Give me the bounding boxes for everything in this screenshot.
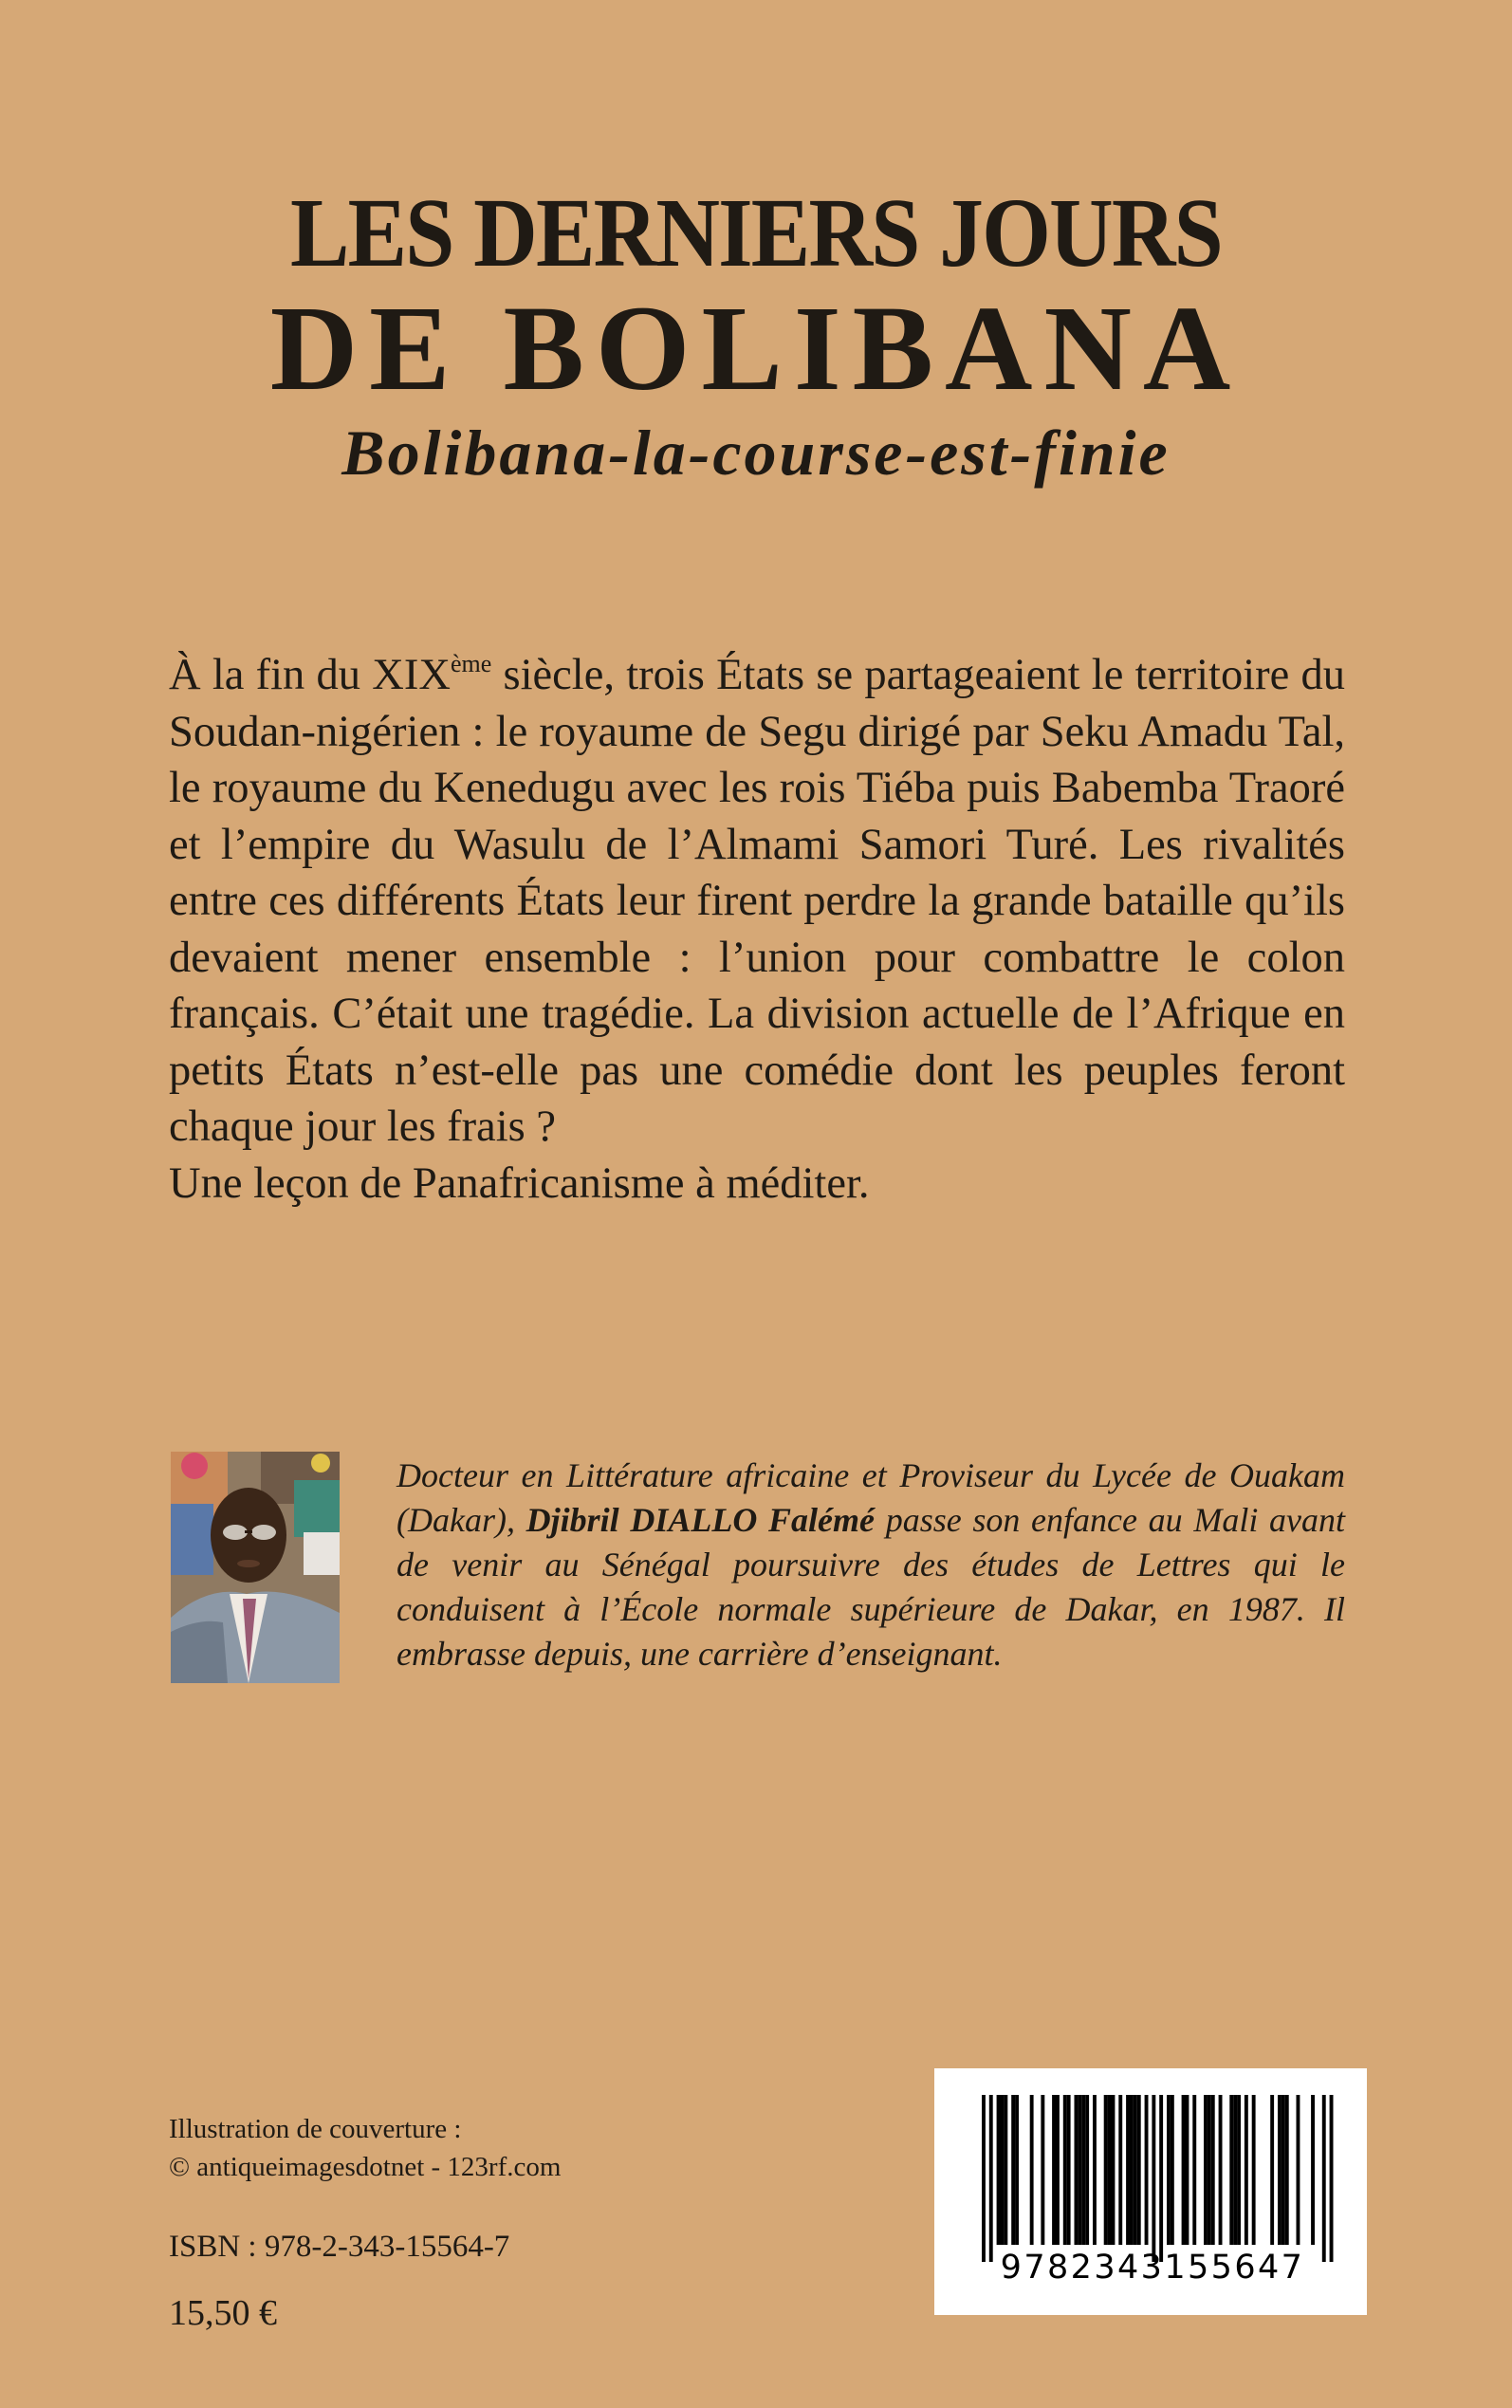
barcode-bar-21 [1118,2095,1122,2245]
barcode-bar-34 [1204,2095,1208,2245]
barcode-digits: 9782343155647 [1000,2249,1305,2287]
barcode-bar-29 [1167,2095,1171,2245]
barcode-bar-37 [1219,2095,1223,2245]
credits-source: © antiqueimagesdotnet - 123rf.com [169,2152,562,2182]
blurb-paragraph [169,647,1345,1156]
barcode-bar-24 [1134,2095,1137,2245]
barcode-bar-19 [1108,2095,1112,2245]
barcode-bar-9 [1052,2095,1056,2245]
author-photo [171,1452,340,1683]
barcode-bar-26 [1145,2095,1149,2245]
book-title-line-2: DE BOLIBANA [269,281,1243,416]
barcode-bar-16 [1085,2095,1089,2245]
barcode-bar-12 [1067,2095,1071,2245]
barcode-bar-43 [1270,2095,1274,2245]
author-bio [396,1454,1345,1676]
barcode-bar-39 [1233,2095,1237,2245]
barcode-bar-36 [1211,2095,1215,2245]
barcode-bar-44 [1278,2095,1282,2245]
barcode-bar-4 [1004,2095,1007,2245]
barcode-bar-50 [1330,2095,1334,2262]
barcode-bar-28 [1159,2095,1163,2262]
barcode-bar-31 [1182,2095,1186,2245]
price-text: 15,50 € [169,2293,277,2333]
barcode-bar-8 [1041,2095,1044,2245]
barcode-bar-17 [1093,2095,1097,2245]
barcode-bar-38 [1229,2095,1233,2245]
barcode-bar-25 [1137,2095,1141,2245]
barcode-bar-41 [1245,2095,1248,2245]
barcode-bar-5 [1011,2095,1015,2245]
author-bio-rest: passe son enfance au Mali avant de venir au Sénégal poursuivre des études de Lettres qui le conduisent à l’École normale supérieure de Dakar, en 1987. Il embrasse depuis, une carrière d’enseignant. [396,1501,1346,1673]
barcode-bar-0 [982,2095,986,2262]
blurb-rest: siècle, trois États se partageaient le territoire du Soudan-nigérien : le royaume de Segu dirigé par Seku Amadu Tal, le royaume du Kenedugu avec les rois Tiéba puis Babemba Traoré et l’empire du Wasulu de l’Almami Samori Turé. Les rivalités entre ces différents États leur firent perdre la grande bataille qu’ils devaient mener ensemble : l’union pour combattre le colon français. C’était une tragédie. La division actuelle de l’Afrique en petits États n’est-elle pas une comédie dont les peuples feront chaque jour les frais ? [169,651,1345,1151]
barcode-bar-46 [1285,2095,1289,2245]
barcode-bar-14 [1078,2095,1081,2245]
barcode-bar-47 [1297,2095,1300,2245]
author-name: Djibril DIALLO Falémé [526,1501,876,1539]
cover-illustration-credits [169,2110,561,2186]
barcode-bar-48 [1311,2095,1315,2245]
barcode-bar-23 [1130,2095,1134,2245]
barcode-bar-40 [1237,2095,1241,2245]
barcode-bar-13 [1075,2095,1079,2245]
blurb-closing: Une leçon de Panafricanisme à méditer. [169,1158,870,1208]
barcode-bar-35 [1208,2095,1211,2245]
barcode-bar-22 [1126,2095,1130,2245]
barcode-bar-42 [1252,2095,1256,2245]
back-cover-blurb [169,647,1345,1212]
barcode-bar-15 [1081,2095,1085,2245]
barcode-bar-6 [1015,2095,1019,2245]
barcode-bar-49 [1322,2095,1326,2262]
barcode-box [934,2068,1367,2315]
book-subtitle: Bolibana-la-course-est-finie [341,417,1171,489]
barcode-bar-27 [1152,2095,1155,2262]
barcode-bar-32 [1186,2095,1189,2245]
barcode-bar-33 [1192,2095,1196,2245]
barcode-bar-7 [1030,2095,1034,2245]
barcode-bar-30 [1171,2095,1174,2245]
barcode-bar-2 [997,2095,1001,2245]
barcode-bar-11 [1063,2095,1067,2245]
book-title-line-1: LES DERNIERS JOURS [290,178,1222,287]
author-portrait-image [171,1452,340,1683]
barcode-bar-3 [1001,2095,1005,2245]
credits-label: Illustration de couverture : [169,2114,462,2144]
author-bio-intro: Docteur en Littérature africaine et Proviseur du Lycée de Ouakam (Dakar), [396,1456,1345,1539]
barcode-bar-10 [1056,2095,1060,2245]
isbn-text: ISBN : 978-2-343-15564-7 [169,2230,510,2264]
barcode-bar-20 [1112,2095,1116,2245]
book-title-block [0,180,1512,495]
barcode-bar-18 [1104,2095,1108,2245]
barcode-bar-1 [989,2095,993,2262]
blurb-superscript: ème [450,650,492,677]
barcode-bar-45 [1282,2095,1285,2245]
blurb-start: À la fin du XIX [169,651,451,699]
